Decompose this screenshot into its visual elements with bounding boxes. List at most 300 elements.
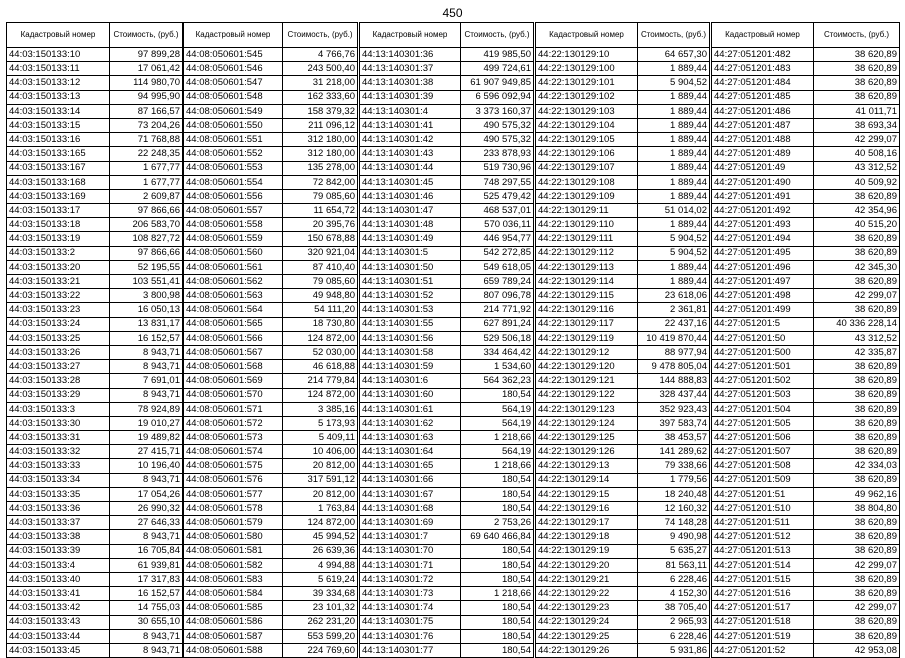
table-row	[7, 572, 183, 586]
table-row	[7, 402, 183, 416]
cost-cell: 2 965,93	[638, 615, 710, 629]
cost-cell: 42 334,03	[814, 459, 900, 473]
table-row	[360, 544, 534, 558]
cadastral-number-cell: 44:13:140301:36	[360, 48, 461, 62]
cost-cell: 6 596 092,94	[461, 90, 534, 104]
cadastral-number-cell: 44:03:150133:169	[7, 189, 110, 203]
cost-cell: 26 990,32	[110, 502, 183, 516]
cadastral-number-cell: 44:08:050601:565	[184, 317, 283, 331]
cost-cell: 38 620,89	[814, 572, 900, 586]
cost-cell: 748 297,55	[461, 175, 534, 189]
cadastral-number-cell: 44:13:140301:6	[360, 374, 461, 388]
table-row	[184, 558, 358, 572]
cost-cell: 54 111,20	[283, 303, 358, 317]
table-row	[184, 260, 358, 274]
cadastral-number-cell: 44:03:150133:12	[7, 76, 110, 90]
table-row	[184, 275, 358, 289]
cadastral-number-cell: 44:27:051201:487	[712, 118, 814, 132]
cadastral-number-cell: 44:22:130129:117	[536, 317, 638, 331]
table-row	[536, 572, 710, 586]
cadastral-number-cell: 44:27:051201:518	[712, 615, 814, 629]
cadastral-number-cell: 44:27:051201:493	[712, 218, 814, 232]
header-cadastral-number: Кадастровый номер	[536, 23, 638, 48]
cadastral-number-cell: 44:13:140301:63	[360, 431, 461, 445]
table-row	[360, 118, 534, 132]
cost-cell: 499 724,61	[461, 62, 534, 76]
cost-cell: 88 977,94	[638, 345, 710, 359]
cadastral-number-cell: 44:03:150133:16	[7, 133, 110, 147]
cost-cell: 79 085,60	[283, 189, 358, 203]
table-row	[7, 459, 183, 473]
table-row	[184, 544, 358, 558]
cadastral-number-cell: 44:22:130129:120	[536, 360, 638, 374]
cost-cell: 397 583,74	[638, 416, 710, 430]
table-row	[7, 587, 183, 601]
table-header-row	[360, 23, 534, 48]
cadastral-number-cell: 44:22:130129:122	[536, 388, 638, 402]
cadastral-number-cell: 44:27:051201:510	[712, 502, 814, 516]
cadastral-number-cell: 44:27:051201:482	[712, 48, 814, 62]
cadastral-number-cell: 44:22:130129:102	[536, 90, 638, 104]
table-row	[184, 431, 358, 445]
cadastral-number-cell: 44:08:050601:566	[184, 331, 283, 345]
cost-cell: 38 620,89	[814, 615, 900, 629]
cost-cell: 8 943,71	[110, 388, 183, 402]
cost-cell: 549 618,05	[461, 260, 534, 274]
table-row	[360, 558, 534, 572]
table-row	[7, 544, 183, 558]
cadastral-number-cell: 44:22:130129:20	[536, 558, 638, 572]
cost-cell: 81 563,11	[638, 558, 710, 572]
header-cadastral-number: Кадастровый номер	[184, 23, 283, 48]
cost-cell: 352 923,43	[638, 402, 710, 416]
cadastral-number-cell: 44:13:140301:58	[360, 345, 461, 359]
cost-cell: 38 620,89	[814, 48, 900, 62]
cost-cell: 8 943,71	[110, 530, 183, 544]
cost-cell: 51 014,02	[638, 204, 710, 218]
cost-cell: 224 769,60	[283, 643, 358, 657]
cost-cell: 1 534,60	[461, 360, 534, 374]
table-row	[360, 62, 534, 76]
cadastral-number-cell: 44:22:130129:106	[536, 147, 638, 161]
cost-cell: 5 635,27	[638, 544, 710, 558]
cost-cell: 64 657,30	[638, 48, 710, 62]
cadastral-number-cell: 44:27:051201:517	[712, 601, 814, 615]
cadastral-number-cell: 44:27:051201:485	[712, 90, 814, 104]
cost-cell: 8 943,71	[110, 643, 183, 657]
cadastral-number-cell: 44:13:140301:73	[360, 587, 461, 601]
cost-cell: 11 654,72	[283, 204, 358, 218]
cadastral-number-cell: 44:13:140301:42	[360, 133, 461, 147]
table-row	[184, 133, 358, 147]
cost-table-5	[711, 22, 900, 658]
cost-cell: 5 904,52	[638, 76, 710, 90]
table-row	[536, 345, 710, 359]
cost-cell: 214 779,84	[283, 374, 358, 388]
table-row	[184, 175, 358, 189]
cadastral-number-cell: 44:13:140301:64	[360, 445, 461, 459]
table-row	[360, 175, 534, 189]
table-row	[7, 147, 183, 161]
cost-cell: 43 312,52	[814, 161, 900, 175]
cost-cell: 206 583,70	[110, 218, 183, 232]
cost-cell: 43 312,52	[814, 331, 900, 345]
table-row	[184, 473, 358, 487]
cadastral-number-cell: 44:22:130129:104	[536, 118, 638, 132]
cost-cell: 4 152,30	[638, 587, 710, 601]
cadastral-number-cell: 44:22:130129:101	[536, 76, 638, 90]
cadastral-number-cell: 44:27:051201:502	[712, 374, 814, 388]
table-row	[360, 218, 534, 232]
cost-cell: 162 333,60	[283, 90, 358, 104]
cost-cell: 49 948,80	[283, 289, 358, 303]
cadastral-number-cell: 44:08:050601:578	[184, 502, 283, 516]
cost-cell: 49 962,16	[814, 487, 900, 501]
cadastral-number-cell: 44:03:150133:39	[7, 544, 110, 558]
cost-cell: 38 620,89	[814, 544, 900, 558]
cadastral-number-cell: 44:03:150133:14	[7, 104, 110, 118]
cost-cell: 16 705,84	[110, 544, 183, 558]
cost-cell: 490 575,32	[461, 133, 534, 147]
cadastral-number-cell: 44:03:150133:43	[7, 615, 110, 629]
table-row	[712, 76, 900, 90]
table-row	[184, 402, 358, 416]
table-row	[7, 629, 183, 643]
cadastral-number-cell: 44:13:140301:72	[360, 572, 461, 586]
table-row	[536, 189, 710, 203]
cadastral-number-cell: 44:13:140301:5	[360, 246, 461, 260]
cadastral-number-cell: 44:08:050601:577	[184, 487, 283, 501]
cost-cell: 26 639,36	[283, 544, 358, 558]
cadastral-number-cell: 44:08:050601:550	[184, 118, 283, 132]
table-row	[712, 147, 900, 161]
cost-cell: 38 620,89	[814, 473, 900, 487]
table-row	[536, 289, 710, 303]
cost-table-2	[183, 22, 358, 658]
table-row	[184, 643, 358, 657]
cadastral-number-cell: 44:13:140301:68	[360, 502, 461, 516]
cadastral-number-cell: 44:13:140301:41	[360, 118, 461, 132]
cost-cell: 564,19	[461, 416, 534, 430]
cost-cell: 180,54	[461, 487, 534, 501]
table-row	[712, 260, 900, 274]
cost-cell: 52 030,00	[283, 345, 358, 359]
table-row	[360, 431, 534, 445]
table-row	[536, 487, 710, 501]
cost-cell: 529 506,18	[461, 331, 534, 345]
table-row	[536, 374, 710, 388]
cost-cell: 38 620,89	[814, 246, 900, 260]
table-row	[7, 360, 183, 374]
table-row	[712, 360, 900, 374]
cost-cell: 807 096,78	[461, 289, 534, 303]
cost-cell: 1 779,56	[638, 473, 710, 487]
cadastral-number-cell: 44:13:140301:47	[360, 204, 461, 218]
cadastral-number-cell: 44:13:140301:76	[360, 629, 461, 643]
cadastral-number-cell: 44:08:050601:573	[184, 431, 283, 445]
table-row	[536, 133, 710, 147]
table-row	[184, 459, 358, 473]
cadastral-number-cell: 44:03:150133:20	[7, 260, 110, 274]
cadastral-number-cell: 44:13:140301:39	[360, 90, 461, 104]
table-row	[536, 104, 710, 118]
cadastral-number-cell: 44:08:050601:548	[184, 90, 283, 104]
cadastral-number-cell: 44:27:051201:497	[712, 275, 814, 289]
header-cost: Стоимость, (руб.)	[283, 23, 358, 48]
cadastral-number-cell: 44:22:130129:123	[536, 402, 638, 416]
table-row	[536, 445, 710, 459]
cadastral-number-cell: 44:08:050601:563	[184, 289, 283, 303]
cadastral-number-cell: 44:13:140301:75	[360, 615, 461, 629]
cadastral-number-cell: 44:13:140301:59	[360, 360, 461, 374]
table-row	[536, 643, 710, 657]
cadastral-number-cell: 44:03:150133:35	[7, 487, 110, 501]
cadastral-number-cell: 44:27:051201:511	[712, 516, 814, 530]
cadastral-number-cell: 44:22:130129:105	[536, 133, 638, 147]
cadastral-number-cell: 44:13:140301:45	[360, 175, 461, 189]
cost-cell: 525 479,42	[461, 189, 534, 203]
cadastral-number-cell: 44:08:050601:553	[184, 161, 283, 175]
cadastral-number-cell: 44:13:140301:77	[360, 643, 461, 657]
cost-cell: 12 160,32	[638, 502, 710, 516]
table-row	[7, 331, 183, 345]
cost-cell: 519 730,96	[461, 161, 534, 175]
cadastral-number-cell: 44:22:130129:125	[536, 431, 638, 445]
cost-cell: 42 953,08	[814, 643, 900, 657]
cost-cell: 180,54	[461, 544, 534, 558]
cost-cell: 42 299,07	[814, 133, 900, 147]
table-row	[7, 275, 183, 289]
cost-cell: 20 395,76	[283, 218, 358, 232]
table-row	[536, 402, 710, 416]
cadastral-number-cell: 44:13:140301:48	[360, 218, 461, 232]
table-row	[360, 516, 534, 530]
cadastral-number-cell: 44:22:130129:124	[536, 416, 638, 430]
cadastral-number-cell: 44:08:050601:561	[184, 260, 283, 274]
cost-cell: 553 599,20	[283, 629, 358, 643]
cadastral-number-cell: 44:08:050601:567	[184, 345, 283, 359]
cadastral-number-cell: 44:03:150133:27	[7, 360, 110, 374]
cadastral-number-cell: 44:13:140301:70	[360, 544, 461, 558]
table-row	[360, 317, 534, 331]
cost-cell: 14 755,03	[110, 601, 183, 615]
cost-cell: 1 889,44	[638, 175, 710, 189]
table-row	[536, 62, 710, 76]
cadastral-number-cell: 44:22:130129:17	[536, 516, 638, 530]
cadastral-number-cell: 44:13:140301:44	[360, 161, 461, 175]
table-row	[7, 133, 183, 147]
table-row	[7, 90, 183, 104]
cost-cell: 42 345,30	[814, 260, 900, 274]
cadastral-number-cell: 44:27:051201:51	[712, 487, 814, 501]
table-row	[360, 643, 534, 657]
cadastral-number-cell: 44:08:050601:568	[184, 360, 283, 374]
cadastral-number-cell: 44:27:051201:519	[712, 629, 814, 643]
table-row	[360, 572, 534, 586]
table-row	[184, 615, 358, 629]
cost-cell: 38 620,89	[814, 232, 900, 246]
table-row	[712, 416, 900, 430]
table-row	[360, 629, 534, 643]
table-row	[7, 643, 183, 657]
cost-cell: 20 812,00	[283, 459, 358, 473]
table-row	[184, 62, 358, 76]
cost-cell: 38 705,40	[638, 601, 710, 615]
cadastral-number-cell: 44:22:130129:109	[536, 189, 638, 203]
cadastral-number-cell: 44:22:130129:116	[536, 303, 638, 317]
table-row	[712, 345, 900, 359]
cadastral-number-cell: 44:13:140301:66	[360, 473, 461, 487]
cost-cell: 17 061,42	[110, 62, 183, 76]
cadastral-number-cell: 44:03:150133:42	[7, 601, 110, 615]
cost-cell: 16 050,13	[110, 303, 183, 317]
table-row	[184, 289, 358, 303]
table-row	[360, 360, 534, 374]
cadastral-number-cell: 44:27:051201:516	[712, 587, 814, 601]
cadastral-number-cell: 44:08:050601:576	[184, 473, 283, 487]
cost-cell: 22 248,35	[110, 147, 183, 161]
table-row	[184, 90, 358, 104]
table-row	[184, 331, 358, 345]
table-row	[536, 218, 710, 232]
table-row	[184, 161, 358, 175]
table-row	[360, 502, 534, 516]
table-row	[7, 104, 183, 118]
cadastral-number-cell: 44:13:140301:53	[360, 303, 461, 317]
cost-cell: 1 677,77	[110, 161, 183, 175]
cost-cell: 8 943,71	[110, 629, 183, 643]
table-row	[536, 246, 710, 260]
cost-cell: 1 889,44	[638, 90, 710, 104]
table-row	[360, 189, 534, 203]
cost-cell: 1 889,44	[638, 147, 710, 161]
cost-cell: 5 173,93	[283, 416, 358, 430]
table-row	[7, 388, 183, 402]
cadastral-number-cell: 44:22:130129:21	[536, 572, 638, 586]
table-row	[712, 218, 900, 232]
cost-cell: 2 609,87	[110, 189, 183, 203]
cost-cell: 312 180,00	[283, 147, 358, 161]
table-row	[7, 317, 183, 331]
cost-cell: 61 939,81	[110, 558, 183, 572]
cadastral-number-cell: 44:22:130129:24	[536, 615, 638, 629]
table-row	[712, 204, 900, 218]
cadastral-number-cell: 44:22:130129:110	[536, 218, 638, 232]
table-row	[360, 402, 534, 416]
cadastral-number-cell: 44:03:150133:11	[7, 62, 110, 76]
cadastral-number-cell: 44:03:150133:45	[7, 643, 110, 657]
cadastral-number-cell: 44:13:140301:51	[360, 275, 461, 289]
cadastral-number-cell: 44:13:140301:38	[360, 76, 461, 90]
cadastral-number-cell: 44:22:130129:15	[536, 487, 638, 501]
cadastral-number-cell: 44:08:050601:557	[184, 204, 283, 218]
cadastral-number-cell: 44:03:150133:4	[7, 558, 110, 572]
cost-cell: 1 218,66	[461, 431, 534, 445]
cost-cell: 1 889,44	[638, 275, 710, 289]
cost-cell: 38 620,89	[814, 402, 900, 416]
cost-cell: 16 152,57	[110, 587, 183, 601]
cadastral-number-cell: 44:13:140301:7	[360, 530, 461, 544]
cadastral-number-cell: 44:03:150133:19	[7, 232, 110, 246]
cadastral-number-cell: 44:03:150133:38	[7, 530, 110, 544]
cadastral-number-cell: 44:13:140301:46	[360, 189, 461, 203]
cost-cell: 27 415,71	[110, 445, 183, 459]
cost-cell: 42 299,07	[814, 558, 900, 572]
table-row	[536, 48, 710, 62]
table-row	[360, 601, 534, 615]
cadastral-number-cell: 44:27:051201:503	[712, 388, 814, 402]
table-row	[7, 416, 183, 430]
cost-cell: 446 954,77	[461, 232, 534, 246]
cadastral-number-cell: 44:08:050601:547	[184, 76, 283, 90]
cadastral-number-cell: 44:08:050601:571	[184, 402, 283, 416]
cadastral-number-cell: 44:13:140301:43	[360, 147, 461, 161]
cost-cell: 19 489,82	[110, 431, 183, 445]
table-row	[536, 360, 710, 374]
cost-cell: 38 620,89	[814, 388, 900, 402]
table-row	[184, 118, 358, 132]
cadastral-number-cell: 44:27:051201:495	[712, 246, 814, 260]
table-row	[536, 473, 710, 487]
cadastral-number-cell: 44:13:140301:74	[360, 601, 461, 615]
cadastral-number-cell: 44:03:150133:36	[7, 502, 110, 516]
cost-cell: 40 515,20	[814, 218, 900, 232]
cost-cell: 38 453,57	[638, 431, 710, 445]
cadastral-number-cell: 44:27:051201:505	[712, 416, 814, 430]
cost-cell: 180,54	[461, 473, 534, 487]
header-cost: Стоимость, (руб.)	[814, 23, 900, 48]
cost-cell: 23 618,06	[638, 289, 710, 303]
table-row	[360, 275, 534, 289]
cadastral-number-cell: 44:27:051201:486	[712, 104, 814, 118]
cost-cell: 5 931,86	[638, 643, 710, 657]
cadastral-number-cell: 44:22:130129:25	[536, 629, 638, 643]
table-row	[536, 90, 710, 104]
cost-cell: 18 730,80	[283, 317, 358, 331]
table-row	[7, 601, 183, 615]
table-row	[712, 175, 900, 189]
table-row	[712, 473, 900, 487]
cadastral-number-cell: 44:08:050601:545	[184, 48, 283, 62]
table-row	[536, 587, 710, 601]
cost-cell: 312 180,00	[283, 133, 358, 147]
table-row	[184, 104, 358, 118]
cadastral-number-cell: 44:22:130129:114	[536, 275, 638, 289]
cadastral-number-cell: 44:27:051201:483	[712, 62, 814, 76]
cost-cell: 38 620,89	[814, 360, 900, 374]
cadastral-number-cell: 44:22:130129:11	[536, 204, 638, 218]
cost-cell: 38 620,89	[814, 530, 900, 544]
table-row	[184, 218, 358, 232]
table-row	[7, 118, 183, 132]
cost-cell: 73 204,26	[110, 118, 183, 132]
cost-cell: 124 872,00	[283, 516, 358, 530]
cadastral-number-cell: 44:27:051201:512	[712, 530, 814, 544]
cadastral-number-cell: 44:13:140301:71	[360, 558, 461, 572]
cadastral-number-cell: 44:27:051201:501	[712, 360, 814, 374]
cost-cell: 144 888,83	[638, 374, 710, 388]
cost-table-4	[535, 22, 710, 658]
cost-cell: 4 994,88	[283, 558, 358, 572]
cost-cell: 20 812,00	[283, 487, 358, 501]
cost-cell: 180,54	[461, 643, 534, 657]
cadastral-number-cell: 44:27:051201:491	[712, 189, 814, 203]
cost-cell: 6 228,46	[638, 572, 710, 586]
table-row	[536, 601, 710, 615]
cadastral-number-cell: 44:03:150133:24	[7, 317, 110, 331]
cost-cell: 334 464,42	[461, 345, 534, 359]
table-row	[712, 161, 900, 175]
